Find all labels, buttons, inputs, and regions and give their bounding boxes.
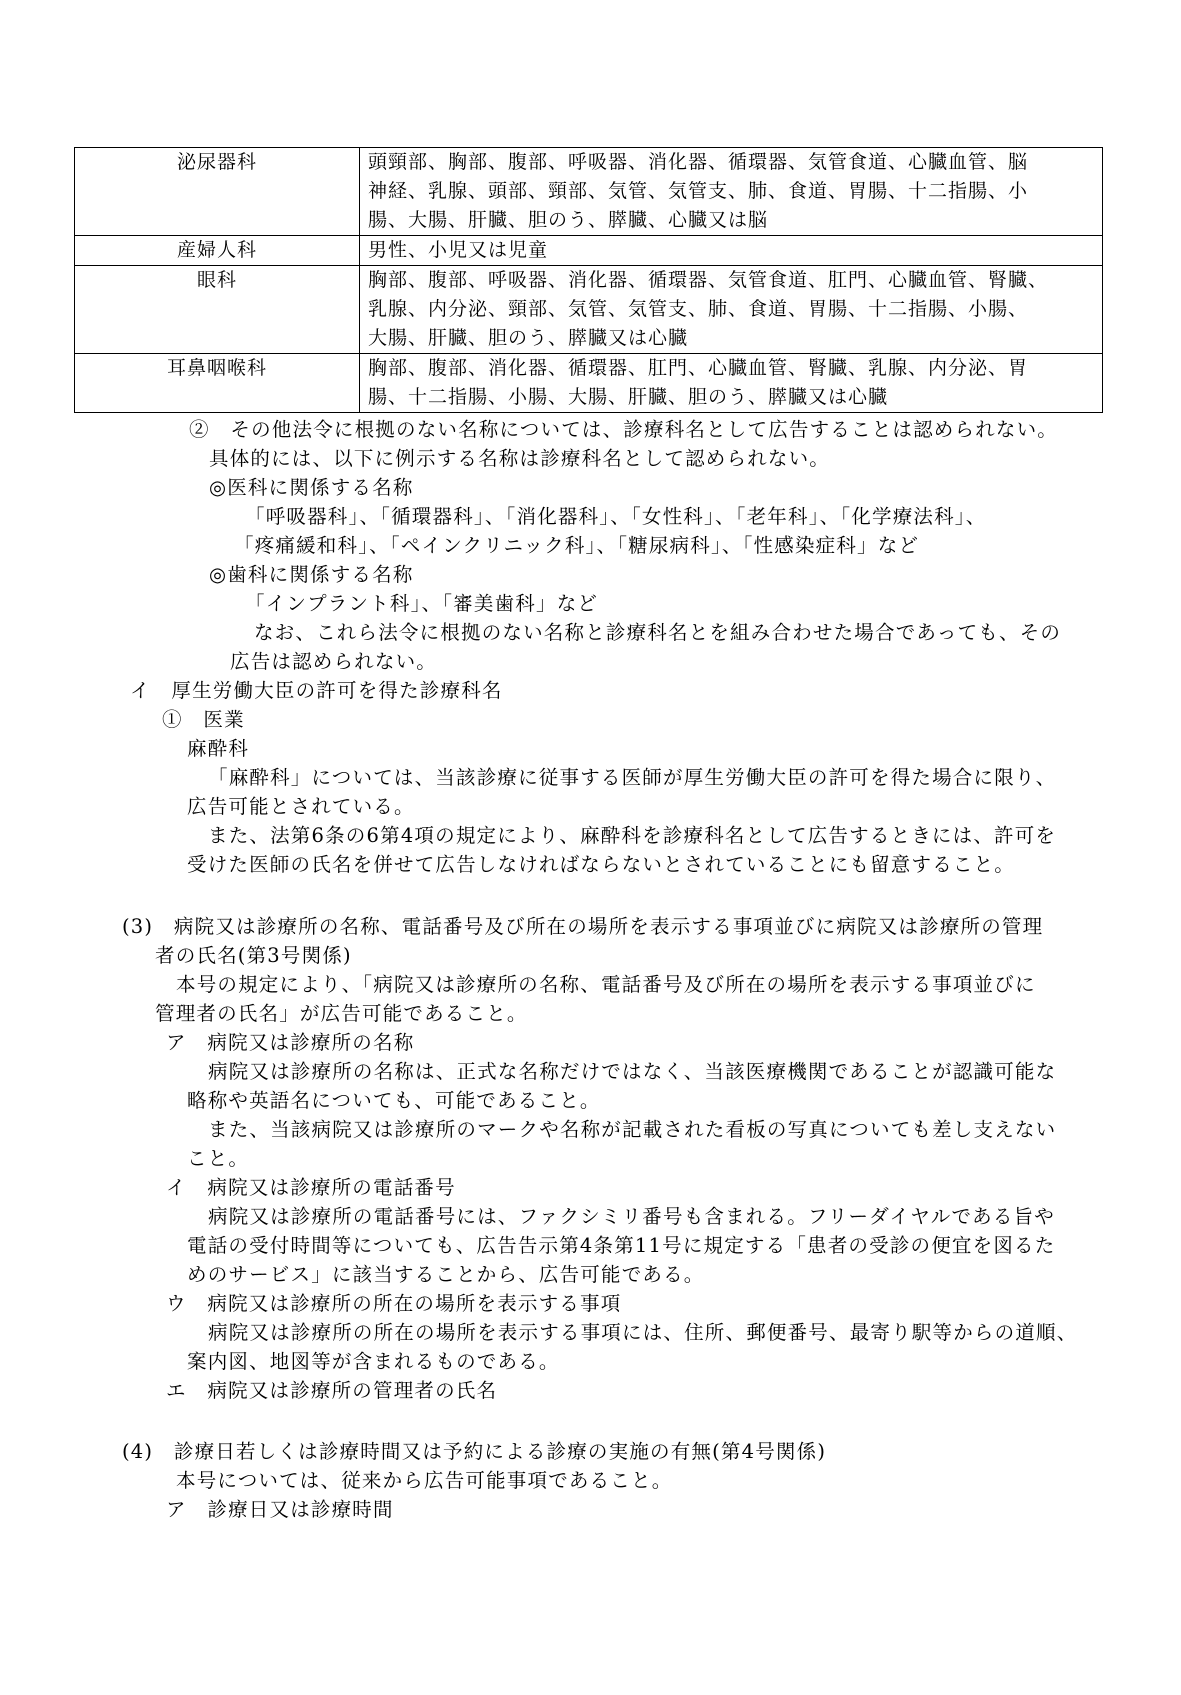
body-regions-cell	[360, 266, 1103, 354]
paragraph-line: また、法第6条の6第4項の規定により、麻酔科を診療科名として広告するときには、許可を	[208, 824, 1057, 847]
paragraph-line: 病院又は診療所の所在の場所を表示する事項には、住所、郵便番号、最寄り駅等からの道順、	[208, 1321, 1078, 1344]
subsection-a-heading: ア 診療日又は診療時間	[166, 1498, 394, 1521]
subsection-i-heading: イ 病院又は診療所の電話番号	[166, 1176, 456, 1199]
paragraph-line: 病院又は診療所の電話番号には、ファクシミリ番号も含まれる。フリーダイヤルである旨や	[208, 1205, 1055, 1228]
paragraph-line: 略称や英語名についても、可能であること。	[187, 1089, 601, 1112]
paragraph-line: めのサービス」に該当することから、広告可能である。	[187, 1263, 705, 1286]
table-row	[75, 236, 1103, 266]
department-name: 眼科	[75, 266, 360, 354]
paragraph-line: 麻酔科	[187, 737, 250, 760]
item-2-heading: ② その他法令に根拠のない名称については、診療科名として広告することは認められない。	[189, 418, 1059, 441]
paragraph-line: なお、これら法令に根拠のない名称と診療科名とを組み合わせた場合であっても、その	[254, 621, 1062, 644]
paragraph-line: 受けた医師の氏名を併せて広告しなければならないとされていることにも留意すること。	[187, 853, 1016, 876]
subheading-medical: ◎医科に関係する名称	[209, 476, 414, 499]
cell-line: 腸、大腸、肝臓、胆のう、膵臓、心臓又は脳	[368, 209, 769, 231]
cell-line: 神経、乳腺、頭部、頸部、気管、気管支、肺、食道、胃腸、十二指腸、小	[368, 180, 1029, 202]
subsection-e-heading: エ 病院又は診療所の管理者の氏名	[166, 1379, 498, 1402]
paragraph-line: 「インプラント科」、「審美歯科」など	[245, 592, 599, 615]
department-table	[74, 147, 1103, 413]
cell-line: 胸部、腹部、消化器、循環器、肛門、心臓血管、腎臓、乳腺、内分泌、胃	[368, 357, 1029, 379]
section-i-heading: イ 厚生労働大臣の許可を得た診療科名	[130, 679, 503, 702]
paragraph-line: 広告は認められない。	[230, 650, 438, 673]
body-regions-cell	[360, 354, 1103, 413]
paragraph-line: 病院又は診療所の名称は、正式な名称だけではなく、当該医療機関であることが認識可能な	[208, 1060, 1057, 1083]
paragraph-line: 管理者の氏名」が広告可能であること。	[155, 1002, 528, 1025]
paragraph-line: 本号については、従来から広告可能事項であること。	[176, 1469, 673, 1492]
paragraph-line: 本号の規定により、「病院又は診療所の名称、電話番号及び所在の場所を表示する事項並びに	[176, 973, 1036, 996]
cell-line: 乳腺、内分泌、頸部、気管、気管支、肺、食道、胃腸、十二指腸、小腸、	[368, 298, 1029, 320]
cell-line: 大腸、肝臓、胆のう、膵臓又は心臓	[368, 327, 689, 349]
body-regions-cell	[360, 148, 1103, 236]
cell-line: 腸、十二指腸、小腸、大腸、肝臓、胆のう、膵臓又は心臓	[368, 386, 889, 408]
paragraph-line: 者の氏名(第3号関係)	[155, 944, 352, 967]
paragraph-line: 「麻酔科」については、当該診療に従事する医師が厚生労働大臣の許可を得た場合に限り、	[208, 766, 1057, 789]
body-regions-cell	[360, 236, 1103, 266]
item-1-heading: ① 医業	[162, 708, 245, 731]
paragraph-line: 「疼痛緩和科」、「ペインクリニック科」、「糖尿病科」、「性感染症科」など	[234, 534, 920, 557]
department-name: 泌尿器科	[75, 148, 360, 236]
paragraph-line: また、当該病院又は診療所のマークや名称が記載された看板の写真についても差し支えない	[208, 1118, 1057, 1141]
cell-line: 男性、小児又は児童	[368, 239, 549, 261]
table-row	[75, 354, 1103, 413]
cell-line: 頭頸部、胸部、腹部、呼吸器、消化器、循環器、気管食道、心臓血管、脳	[368, 151, 1029, 173]
paragraph-line: 「呼吸器科」、「循環器科」、「消化器科」、「女性科」、「老年科」、「化学療法科」、	[245, 505, 987, 528]
paragraph-line: 電話の受付時間等についても、広告告示第4条第11号に規定する「患者の受診の便宜を図るた	[187, 1234, 1056, 1257]
subsection-a-heading: ア 病院又は診療所の名称	[166, 1031, 415, 1054]
paragraph-line: 具体的には、以下に例示する名称は診療科名として認められない。	[209, 447, 831, 470]
paragraph-line: こと。	[187, 1147, 250, 1170]
section-3-heading: (3) 病院又は診療所の名称、電話番号及び所在の場所を表示する事項並びに病院又は診療所の管理	[122, 915, 1044, 938]
subheading-dental: ◎歯科に関係する名称	[209, 563, 414, 586]
paragraph-line: 広告可能とされている。	[187, 795, 415, 818]
department-name: 産婦人科	[75, 236, 360, 266]
table-row	[75, 266, 1103, 354]
department-name: 耳鼻咽喉科	[75, 354, 360, 413]
cell-line: 胸部、腹部、呼吸器、消化器、循環器、気管食道、肛門、心臓血管、腎臓、	[368, 269, 1049, 291]
section-4-heading: (4) 診療日若しくは診療時間又は予約による診療の実施の有無(第4号関係)	[122, 1440, 827, 1463]
paragraph-line: 案内図、地図等が含まれるものである。	[187, 1350, 560, 1373]
table-row	[75, 148, 1103, 236]
subsection-u-heading: ウ 病院又は診療所の所在の場所を表示する事項	[166, 1292, 622, 1315]
